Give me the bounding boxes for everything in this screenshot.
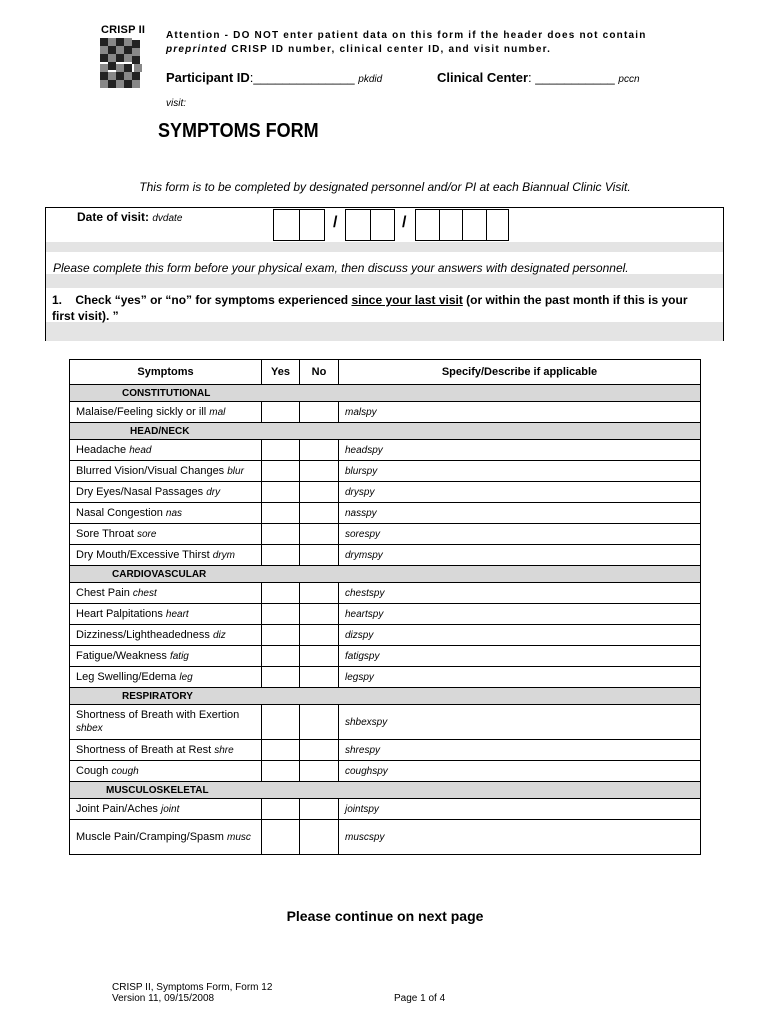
table-row [70, 820, 701, 855]
yes-checkbox-cell[interactable] [262, 604, 300, 625]
symptom-code: nas [165, 508, 183, 519]
continue-notice: Please continue on next page [286, 908, 484, 924]
no-checkbox-cell[interactable] [300, 583, 339, 604]
specify-field[interactable]: legspy [339, 667, 701, 688]
symptom-code: blur [227, 466, 244, 477]
table-row [70, 440, 701, 461]
yes-checkbox-cell[interactable] [262, 705, 300, 740]
symptom-code: heart [165, 609, 189, 620]
symptom-cell [70, 820, 262, 855]
header-symptoms: Symptoms [70, 360, 262, 385]
no-checkbox-cell[interactable] [300, 740, 339, 761]
yes-checkbox-cell[interactable] [262, 461, 300, 482]
section-header-row [70, 566, 701, 583]
visit-label: visit: [166, 98, 186, 109]
no-checkbox-cell[interactable] [300, 799, 339, 820]
symptom-cell [70, 625, 262, 646]
participant-id-field[interactable] [166, 70, 382, 85]
symptom-cell [70, 604, 262, 625]
date-of-visit-text: Date of visit: [77, 210, 150, 224]
symptom-label: Shortness of Breath at Rest [76, 744, 212, 756]
symptom-cell [70, 482, 262, 503]
table-row [70, 705, 701, 740]
attention-italic: preprinted [166, 44, 228, 55]
participant-id-var: pkdid [358, 74, 383, 85]
symptom-cell [70, 667, 262, 688]
symptom-label: Leg Swelling/Edema [76, 671, 177, 683]
table-row [70, 461, 701, 482]
clinical-center-label: Clinical Center [437, 70, 529, 85]
attention-line2 [166, 43, 647, 57]
specify-field[interactable]: shbexspy [339, 705, 701, 740]
yes-checkbox-cell[interactable] [262, 524, 300, 545]
footer-form-name: CRISP II, Symptoms Form, Form 12 [112, 982, 273, 993]
specify-field[interactable]: fatigspy [339, 646, 701, 667]
no-checkbox-cell[interactable] [300, 667, 339, 688]
table-row [70, 545, 701, 566]
symptom-code: mal [209, 407, 226, 418]
symptom-cell [70, 524, 262, 545]
symptom-cell [70, 646, 262, 667]
shade-band [46, 242, 723, 252]
section-header [70, 688, 701, 705]
no-checkbox-cell[interactable] [300, 482, 339, 503]
table-row [70, 503, 701, 524]
section-header [70, 423, 701, 440]
clinical-center-blank: : ___________ [528, 70, 615, 85]
logo-text: CRISP II [101, 24, 146, 36]
question-number: 1. [52, 293, 63, 307]
yes-checkbox-cell[interactable] [262, 625, 300, 646]
table-row [70, 583, 701, 604]
no-checkbox-cell[interactable] [300, 705, 339, 740]
yes-checkbox-cell[interactable] [262, 799, 300, 820]
symptom-cell [70, 461, 262, 482]
section-header-row [70, 423, 701, 440]
table-row [70, 761, 701, 782]
header-no: No [300, 360, 339, 385]
symptom-code: musc [227, 832, 251, 843]
table-row [70, 604, 701, 625]
specify-field[interactable]: drymspy [339, 545, 701, 566]
table-row [70, 402, 701, 423]
yes-checkbox-cell[interactable] [262, 503, 300, 524]
symptom-label: Fatigue/Weakness [76, 650, 167, 662]
yes-checkbox-cell[interactable] [262, 482, 300, 503]
symptom-cell [70, 799, 262, 820]
symptom-cell [70, 705, 262, 740]
symptom-code: shre [214, 745, 234, 756]
no-checkbox-cell[interactable] [300, 604, 339, 625]
date-of-visit-var: dvdate [152, 213, 183, 224]
question-text-before: Check “yes” or “no” for symptoms experienced [75, 293, 352, 307]
specify-field[interactable]: muscspy [339, 820, 701, 855]
no-checkbox-cell[interactable] [300, 761, 339, 782]
symptom-code: cough [111, 766, 139, 777]
question-underlined: since your last visit [351, 293, 463, 307]
yes-checkbox-cell[interactable] [262, 667, 300, 688]
table-row [70, 482, 701, 503]
shade-band [46, 274, 723, 288]
no-checkbox-cell[interactable] [300, 524, 339, 545]
no-checkbox-cell[interactable] [300, 402, 339, 423]
date-year-box[interactable] [415, 209, 509, 241]
attention-line1: Attention - DO NOT enter patient data on this form if the header does not contain [166, 30, 647, 41]
yes-checkbox-cell[interactable] [262, 761, 300, 782]
no-checkbox-cell[interactable] [300, 461, 339, 482]
section-name: MUSCULOSKELETAL [106, 784, 209, 796]
table-row [70, 646, 701, 667]
no-checkbox-cell[interactable] [300, 503, 339, 524]
yes-checkbox-cell[interactable] [262, 646, 300, 667]
table-row [70, 740, 701, 761]
participant-id-blank: :______________ [249, 70, 355, 85]
specify-field[interactable]: dizspy [339, 625, 701, 646]
no-checkbox-cell[interactable] [300, 820, 339, 855]
specify-field[interactable]: coughspy [339, 761, 701, 782]
page-title: SYMPTOMS FORM [158, 120, 319, 142]
section-header [70, 385, 701, 402]
table-row [70, 625, 701, 646]
instruction-text: Please complete this form before your physical exam, then discuss your answers with designated personnel. [53, 261, 629, 275]
section-header [70, 566, 701, 583]
symptom-label: Cough [76, 765, 109, 777]
symptom-code: fatig [169, 651, 189, 662]
footer-version: Version 11, 09/15/2008 [112, 993, 215, 1004]
yes-checkbox-cell[interactable] [262, 820, 300, 855]
clinical-center-var: pccn [618, 74, 640, 85]
symptom-label: Shortness of Breath with Exertion [76, 709, 240, 721]
yes-checkbox-cell[interactable] [262, 440, 300, 461]
footer-page-number: Page 1 of 4 [394, 993, 446, 1004]
yes-checkbox-cell[interactable] [262, 545, 300, 566]
symptom-code: shbex [76, 723, 103, 734]
specify-field[interactable]: malspy [339, 402, 701, 423]
section-header-row [70, 782, 701, 799]
symptom-label: Headache [76, 444, 127, 456]
header-yes: Yes [262, 360, 300, 385]
specify-field[interactable]: sorespy [339, 524, 701, 545]
date-of-visit-label [77, 210, 182, 224]
header-specify: Specify/Describe if applicable [339, 360, 701, 385]
section-name: CONSTITUTIONAL [122, 387, 211, 399]
specify-field[interactable]: blurspy [339, 461, 701, 482]
symptom-code: diz [212, 630, 226, 641]
yes-checkbox-cell[interactable] [262, 740, 300, 761]
question-1 [52, 292, 702, 324]
specify-field[interactable]: chestspy [339, 583, 701, 604]
symptoms-table [69, 359, 701, 855]
symptom-label: Dizziness/Lightheadedness [76, 629, 210, 641]
section-header [70, 782, 701, 799]
specify-field[interactable]: shrespy [339, 740, 701, 761]
date-month-box[interactable] [273, 209, 325, 241]
table-row [70, 524, 701, 545]
clinical-center-field[interactable] [437, 70, 640, 85]
symptom-label: Chest Pain [76, 587, 130, 599]
no-checkbox-cell[interactable] [300, 646, 339, 667]
symptom-label: Nasal Congestion [76, 507, 163, 519]
symptom-label: Dry Mouth/Excessive Thirst [76, 549, 210, 561]
shade-band [46, 322, 723, 341]
symptom-code: head [129, 445, 152, 456]
symptom-label: Muscle Pain/Cramping/Spasm [76, 831, 224, 843]
table-header-row [70, 360, 701, 385]
symptom-cell [70, 740, 262, 761]
section-name: CARDIOVASCULAR [112, 568, 207, 580]
symptom-label: Joint Pain/Aches [76, 803, 158, 815]
symptom-code: dry [206, 487, 221, 498]
no-checkbox-cell[interactable] [300, 545, 339, 566]
symptom-label: Sore Throat [76, 528, 134, 540]
participant-id-label: Participant ID [166, 70, 250, 85]
section-name: HEAD/NECK [130, 425, 190, 437]
date-slash: / [333, 214, 338, 231]
question-text-after: (or within the past month if this is your first visit). ” [52, 293, 688, 323]
date-slash: / [402, 214, 407, 231]
intro-text: This form is to be completed by designated personnel and/or PI at each Biannual Clinic Visit. [139, 180, 631, 194]
symptom-cell [70, 503, 262, 524]
yes-checkbox-cell[interactable] [262, 402, 300, 423]
symptom-cell [70, 545, 262, 566]
table-row [70, 799, 701, 820]
yes-checkbox-cell[interactable] [262, 583, 300, 604]
symptom-cell [70, 761, 262, 782]
no-checkbox-cell[interactable] [300, 625, 339, 646]
section-header-row [70, 688, 701, 705]
symptom-code: leg [179, 672, 193, 683]
symptom-cell [70, 440, 262, 461]
section-header-row [70, 385, 701, 402]
symptom-label: Blurred Vision/Visual Changes [76, 465, 225, 477]
footer-form-info [112, 982, 272, 1004]
table-row [70, 667, 701, 688]
symptom-code: sore [136, 529, 157, 540]
symptom-cell [70, 583, 262, 604]
specify-field[interactable]: nasspy [339, 503, 701, 524]
symptom-code: drym [212, 550, 235, 561]
no-checkbox-cell[interactable] [300, 440, 339, 461]
attention-notice [166, 29, 647, 57]
symptom-cell [70, 402, 262, 423]
specify-field[interactable]: headspy [339, 440, 701, 461]
specify-field[interactable]: jointspy [339, 799, 701, 820]
symptom-code: joint [161, 804, 180, 815]
section-name: RESPIRATORY [122, 690, 193, 702]
attention-line2-rest: CRISP ID number, clinical center ID, and visit number. [227, 44, 552, 55]
crisp-logo-icon [100, 38, 144, 90]
symptom-label: Malaise/Feeling sickly or ill [76, 406, 207, 418]
specify-field[interactable]: dryspy [339, 482, 701, 503]
specify-field[interactable]: heartspy [339, 604, 701, 625]
symptom-label: Heart Palpitations [76, 608, 163, 620]
date-day-box[interactable] [345, 209, 395, 241]
symptom-code: chest [132, 588, 157, 599]
symptom-label: Dry Eyes/Nasal Passages [76, 486, 204, 498]
